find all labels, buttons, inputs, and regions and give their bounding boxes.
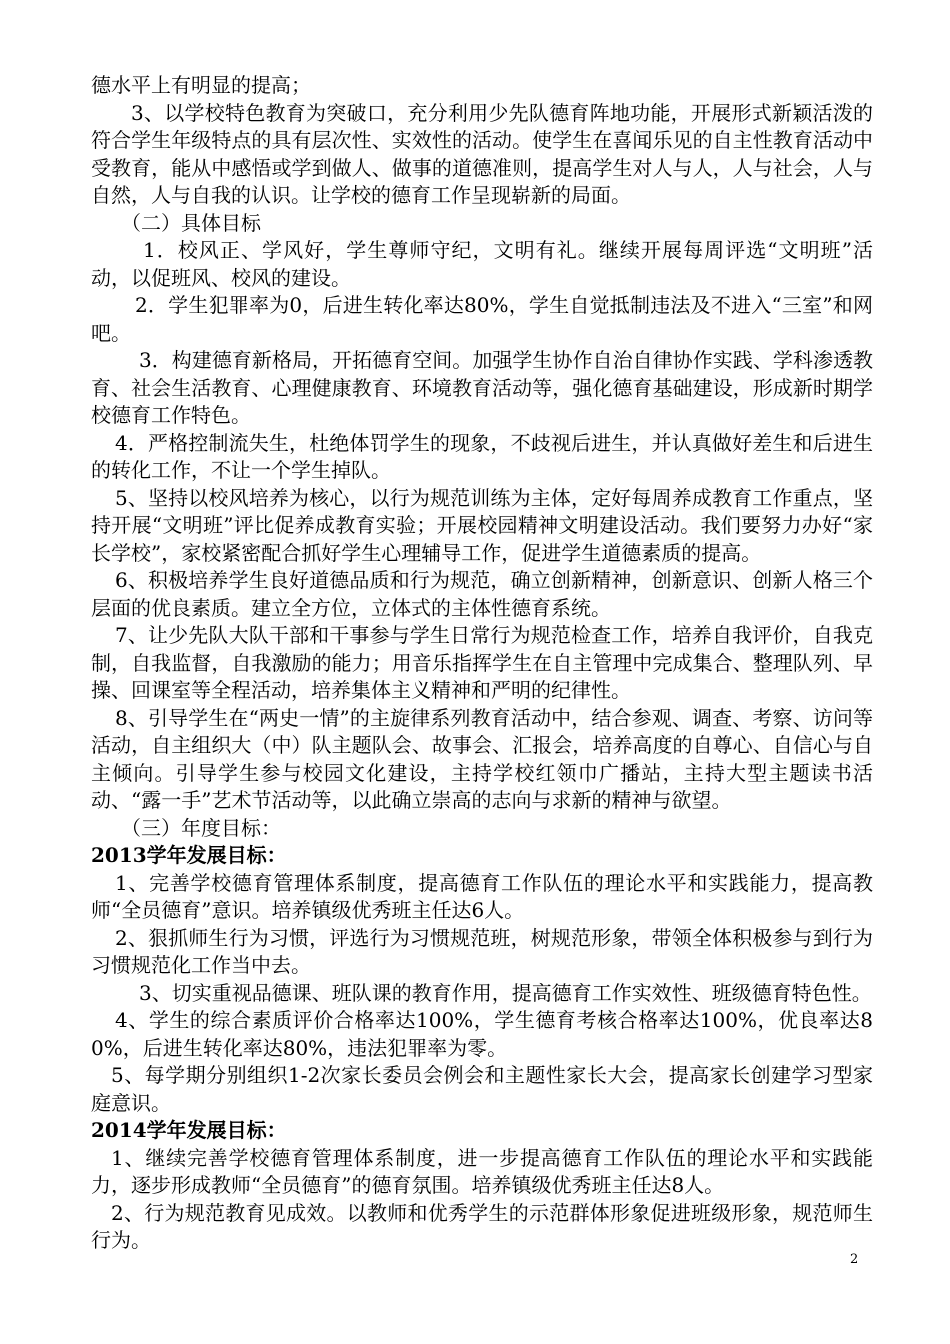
paragraph-7: 4．严格控制流失生，杜绝体罚学生的现象，不歧视后进生，并认真做好差生和后进生的转化工作，不让一个学生掉队。 (91, 430, 873, 482)
paragraph-20: 1、继续完善学校德育管理体系制度，进一步提高德育工作队伍的理论水平和实践能力，逐步形成教师“全员德育”的德育氛围。培养镇级优秀班主任达8人。 (91, 1145, 873, 1197)
paragraph-14: 1、完善学校德育管理体系制度，提高德育工作队伍的理论水平和实践能力，提高教师“全员德育”意识。培养镇级优秀班主任达6人。 (91, 870, 873, 922)
paragraph-17: 4、学生的综合素质评价合格率达100%，学生德育考核合格率达100%，优良率达80%，后进生转化率达80%，违法犯罪率为零。 (91, 1008, 873, 1060)
section-heading-annual-goals: （三）年度目标： (121, 815, 281, 840)
section-heading-specific-goals: （二）具体目标 (121, 210, 261, 235)
paragraph-10: 7、让少先队大队干部和干事参与学生日常行为规范检查工作，培养自我评价，自我克制，自我监督，自我激励的能力；用音乐指挥学生在自主管理中完成集合、整理队列、早操、回课室等全程活动，培养集体主义精神和严明的纪律性。 (91, 623, 873, 702)
paragraph-2: 3、以学校特色教育为突破口，充分利用少先队德育阵地功能，开展形式新颖活泼的符合学生年级特点的具有层次性、实效性的活动。使学生在喜闻乐见的自主性教育活动中受教育，能从中感悟或学到做人、做事的道德准则，提高学生对人与人，人与社会，人与自然，人与自我的认识。让学校的德育工作呈现崭新的局面。 (91, 100, 873, 207)
page-number: 2 (850, 1252, 859, 1267)
paragraph-11: 8、引导学生在“两史一情”的主旋律系列教育活动中，结合参观、调查、考察、访问等活动，自主组织大（中）队主题队会、故事会、汇报会，培养高度的自尊心、自信心与自主倾向。引导学生参与校园文化建设，主持学校红领巾广播站，主持大型主题读书活动、“露一手”艺术节活动等，以此确立崇高的志向与求新的精神与欲望。 (91, 705, 873, 812)
heading-2013-goals: 2013学年发展目标： (91, 843, 287, 867)
paragraph-9: 6、积极培养学生良好道德品质和行为规范，确立创新精神，创新意识、创新人格三个层面的优良素质。建立全方位，立体式的主体性德育系统。 (91, 568, 873, 620)
paragraph-16: 3、切实重视品德课、班队课的教育作用，提高德育工作实效性、班级德育特色性。 (139, 980, 872, 1005)
paragraph-8: 5、坚持以校风培养为核心，以行为规范训练为主体，定好每周养成教育工作重点，坚持开展“文明班”评比促养成教育实验；开展校园精神文明建设活动。我们要努力办好“家长学校”，家校紧密配合抓好学生心理辅导工作，促进学生道德素质的提高。 (91, 485, 873, 565)
heading-2014-goals: 2014学年发展目标： (91, 1118, 287, 1142)
paragraph-21: 2、行为规范教育见成效。以教师和优秀学生的示范群体形象促进班级形象，规范师生行为。 (91, 1200, 873, 1252)
paragraph-4: 1．校风正、学风好，学生尊师守纪，文明有礼。继续开展每周评选“文明班”活动，以促班风、校风的建设。 (91, 238, 873, 290)
paragraph-1: 德水平上有明显的提高； (91, 73, 311, 97)
paragraph-5: 2．学生犯罪率为0，后进生转化率达80%，学生自觉抵制违法及不进入“三室”和网吧。 (91, 293, 873, 345)
paragraph-15: 2、狠抓师生行为习惯，评选行为习惯规范班，树规范形象，带领全体积极参与到行为习惯规范化工作当中去。 (91, 925, 873, 977)
paragraph-6: 3．构建德育新格局，开拓德育空间。加强学生协作自治自律协作实践、学科渗透教育、社会生活教育、心理健康教育、环境教育活动等，强化德育基础建设，形成新时期学校德育工作特色。 (91, 348, 873, 427)
paragraph-18: 5、每学期分别组织1-2次家长委员会例会和主题性家长大会，提高家长创建学习型家庭意识。 (91, 1063, 873, 1115)
document-body (91, 72, 873, 1255)
